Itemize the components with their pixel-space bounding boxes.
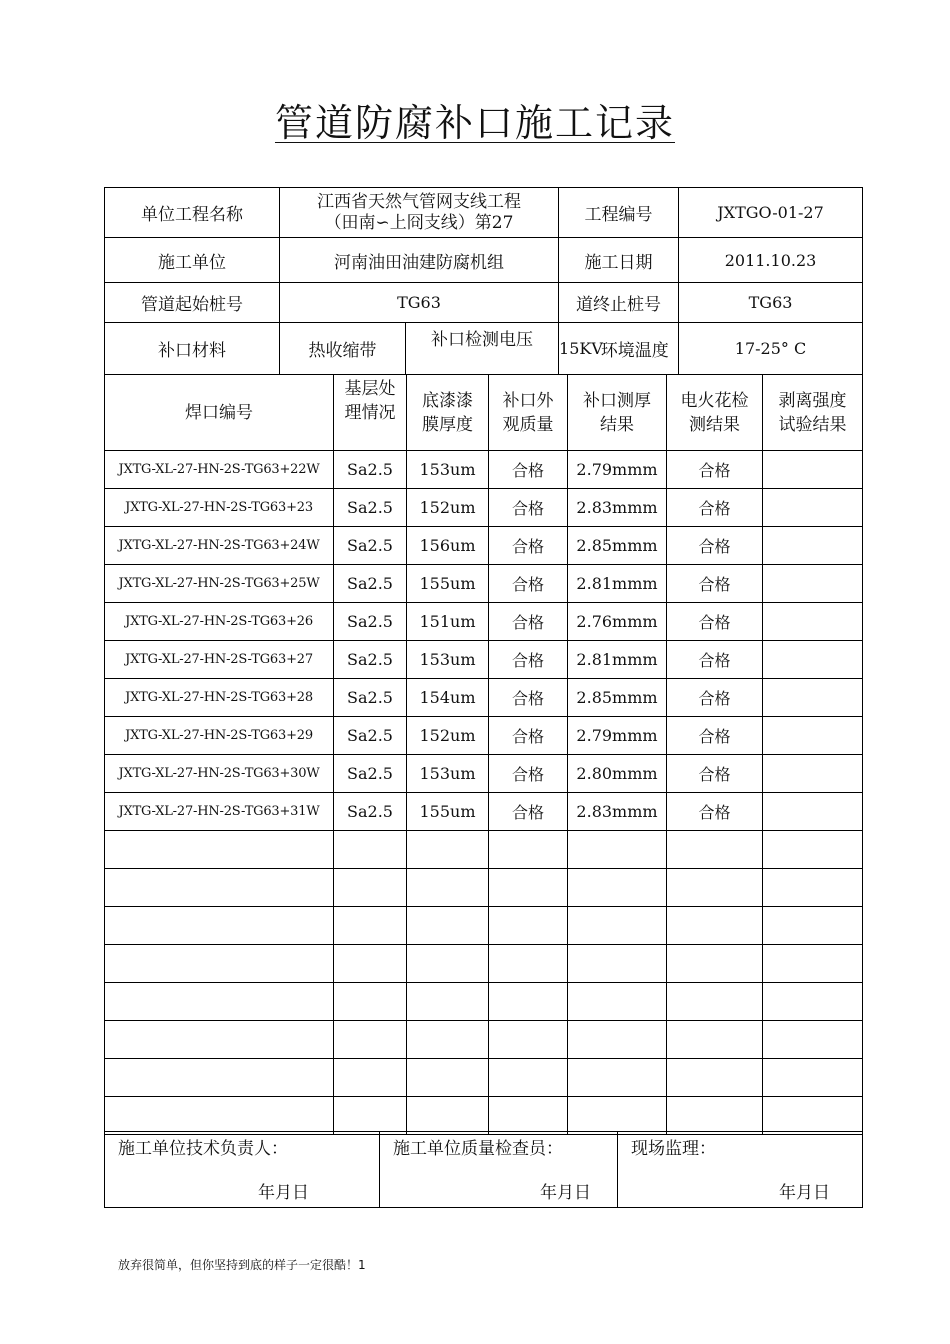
supervisor-cell [618,1132,863,1208]
cell-primer-thickness [407,1021,489,1059]
cell-appearance: 合格 [489,793,568,831]
table-row [105,1097,863,1135]
voltage-label: 补口检测电压 [406,323,559,375]
col-peel-strength-label: 剥离强度 试验结果 [778,390,847,435]
cell-thickness-result: 2.85mmm [568,527,667,565]
cell-appearance: 合格 [489,641,568,679]
cell-primer-thickness [407,907,489,945]
cell-spark-test [667,945,763,983]
col-spark-test-label: 电火花检 测结果 [680,390,749,435]
cell-primer-thickness [407,869,489,907]
col-appearance [489,375,568,451]
cell-thickness-result [568,945,667,983]
cell-base-treatment: Sa2.5 [334,717,407,755]
cell-primer-thickness: 153um [407,641,489,679]
cell-base-treatment [334,945,407,983]
col-peel-strength [763,375,863,451]
cell-primer-thickness [407,983,489,1021]
cell-spark-test: 合格 [667,527,763,565]
footer-text: 放弃很简单，但你坚持到底的样子一定很酷！1 [118,1258,366,1272]
cell-spark-test: 合格 [667,717,763,755]
cell-spark-test: 合格 [667,451,763,489]
material-value: 热收缩带 [280,323,406,375]
cell-thickness-result: 2.81mmm [568,565,667,603]
cell-appearance [489,1097,568,1135]
cell-primer-thickness: 153um [407,451,489,489]
cell-peel-strength [763,1059,863,1097]
cell-peel-strength [763,641,863,679]
cell-thickness-result [568,983,667,1021]
signature-table [104,1131,863,1208]
cell-base-treatment: Sa2.5 [334,641,407,679]
cell-base-treatment: Sa2.5 [334,527,407,565]
cell-peel-strength [763,907,863,945]
cell-spark-test: 合格 [667,793,763,831]
table-row [105,793,863,831]
cell-base-treatment [334,1021,407,1059]
cell-spark-test [667,1021,763,1059]
table-row [105,527,863,565]
supervisor-label: 现场监理： [631,1139,716,1159]
cell-weld-no [105,831,334,869]
cell-appearance: 合格 [489,565,568,603]
col-appearance-label: 补口外 观质量 [502,390,554,435]
cell-primer-thickness: 156um [407,527,489,565]
cell-thickness-result [568,1021,667,1059]
table-row [105,831,863,869]
cell-base-treatment: Sa2.5 [334,489,407,527]
project-no-label: 工程编号 [559,188,679,238]
cell-peel-strength [763,451,863,489]
header-row-project [105,188,863,238]
project-no-value: JXTGO-01-27 [679,188,863,238]
cell-weld-no [105,869,334,907]
cell-spark-test [667,983,763,1021]
cell-spark-test: 合格 [667,489,763,527]
cell-peel-strength [763,717,863,755]
cell-peel-strength [763,603,863,641]
cell-thickness-result: 2.79mmm [568,451,667,489]
cell-weld-no [105,1097,334,1135]
cell-appearance: 合格 [489,451,568,489]
cell-primer-thickness [407,831,489,869]
cell-appearance [489,1059,568,1097]
cell-appearance [489,945,568,983]
cell-weld-no: JXTG-XL-27-HN-2S-TG63+23 [105,489,334,527]
cell-primer-thickness: 153um [407,755,489,793]
cell-weld-no [105,1021,334,1059]
cell-base-treatment: Sa2.5 [334,755,407,793]
cell-base-treatment: Sa2.5 [334,603,407,641]
header-table [104,187,863,375]
quality-inspector-date: 年月日 [540,1183,591,1203]
cell-appearance [489,831,568,869]
table-row [105,869,863,907]
cell-weld-no: JXTG-XL-27-HN-2S-TG63+22W [105,451,334,489]
page-title-wrap [0,92,950,147]
signature-row [105,1132,863,1208]
cell-weld-no: JXTG-XL-27-HN-2S-TG63+24W [105,527,334,565]
construction-unit-label: 施工单位 [105,238,280,283]
cell-thickness-result: 2.83mmm [568,489,667,527]
col-thickness-result [568,375,667,451]
cell-thickness-result [568,1059,667,1097]
quality-inspector-cell [380,1132,618,1208]
cell-primer-thickness [407,1097,489,1135]
unit-project-value-line1: 江西省天然气管网支线工程 [317,191,521,212]
cell-peel-strength [763,1021,863,1059]
cell-weld-no: JXTG-XL-27-HN-2S-TG63+28 [105,679,334,717]
construction-date-value: 2011.10.23 [679,238,863,283]
table-row [105,451,863,489]
cell-primer-thickness: 155um [407,565,489,603]
cell-thickness-result: 2.76mmm [568,603,667,641]
col-base-treatment-label: 基层处 理情况 [344,379,396,423]
cell-base-treatment [334,907,407,945]
col-spark-test [667,375,763,451]
cell-weld-no: JXTG-XL-27-HN-2S-TG63+29 [105,717,334,755]
col-primer-thickness-label: 底漆漆 膜厚度 [422,390,473,435]
cell-peel-strength [763,565,863,603]
cell-base-treatment: Sa2.5 [334,679,407,717]
tech-lead-label: 施工单位技术负责人： [118,1139,288,1159]
cell-base-treatment [334,869,407,907]
tech-lead-date: 年月日 [258,1183,309,1203]
cell-peel-strength [763,983,863,1021]
table-row [105,983,863,1021]
cell-appearance [489,983,568,1021]
cell-primer-thickness: 154um [407,679,489,717]
cell-weld-no [105,1059,334,1097]
header-row-pile [105,283,863,323]
header-row-material [105,323,863,375]
quality-inspector-label: 施工单位质量检查员： [393,1139,563,1159]
cell-base-treatment [334,1097,407,1135]
cell-weld-no: JXTG-XL-27-HN-2S-TG63+30W [105,755,334,793]
cell-thickness-result: 2.83mmm [568,793,667,831]
table-body [105,451,863,1135]
table-row [105,717,863,755]
construction-unit-value: 河南油田油建防腐机组 [280,238,559,283]
col-primer-thickness [407,375,489,451]
cell-base-treatment: Sa2.5 [334,451,407,489]
cell-primer-thickness: 152um [407,489,489,527]
cell-base-treatment: Sa2.5 [334,565,407,603]
cell-spark-test [667,869,763,907]
column-header-row [105,375,863,451]
table-row [105,755,863,793]
header-row-unit [105,238,863,283]
cell-weld-no: JXTG-XL-27-HN-2S-TG63+31W [105,793,334,831]
material-label: 补口材料 [105,323,280,375]
cell-base-treatment [334,831,407,869]
cell-primer-thickness: 152um [407,717,489,755]
cell-spark-test [667,831,763,869]
cell-peel-strength [763,489,863,527]
cell-appearance: 合格 [489,679,568,717]
cell-appearance: 合格 [489,717,568,755]
cell-thickness-result: 2.81mmm [568,641,667,679]
construction-date-label: 施工日期 [559,238,679,283]
unit-project-label: 单位工程名称 [105,188,280,238]
cell-spark-test: 合格 [667,679,763,717]
temp-value: 17-25° C [679,323,863,375]
cell-peel-strength [763,831,863,869]
cell-weld-no [105,983,334,1021]
table-row [105,907,863,945]
start-pile-value: TG63 [280,283,559,323]
cell-thickness-result [568,831,667,869]
tech-lead-cell [105,1132,380,1208]
cell-spark-test [667,1097,763,1135]
cell-peel-strength [763,945,863,983]
cell-weld-no: JXTG-XL-27-HN-2S-TG63+26 [105,603,334,641]
cell-thickness-result [568,1097,667,1135]
cell-peel-strength [763,1097,863,1135]
cell-primer-thickness: 151um [407,603,489,641]
page-title: 管道防腐补口施工记录 [274,101,675,145]
table-row [105,1021,863,1059]
end-pile-value: TG63 [679,283,863,323]
table-row [105,679,863,717]
cell-spark-test: 合格 [667,641,763,679]
col-base-treatment [334,375,407,451]
cell-base-treatment [334,983,407,1021]
table-row [105,603,863,641]
cell-appearance: 合格 [489,603,568,641]
start-pile-label: 管道起始桩号 [105,283,280,323]
cell-base-treatment [334,1059,407,1097]
cell-spark-test [667,1059,763,1097]
voltage-value: 15KV [559,323,592,375]
cell-appearance: 合格 [489,527,568,565]
cell-weld-no [105,945,334,983]
cell-spark-test: 合格 [667,755,763,793]
cell-appearance: 合格 [489,755,568,793]
cell-thickness-result [568,907,667,945]
cell-peel-strength [763,755,863,793]
col-weld-no: 焊口编号 [105,375,334,451]
table-row [105,1059,863,1097]
cell-appearance [489,869,568,907]
cell-primer-thickness [407,1059,489,1097]
cell-appearance [489,907,568,945]
cell-thickness-result: 2.80mmm [568,755,667,793]
cell-weld-no: JXTG-XL-27-HN-2S-TG63+27 [105,641,334,679]
cell-thickness-result: 2.85mmm [568,679,667,717]
cell-primer-thickness: 155um [407,793,489,831]
cell-base-treatment: Sa2.5 [334,793,407,831]
weld-record-table [104,374,863,1135]
cell-weld-no [105,907,334,945]
table-row [105,641,863,679]
cell-spark-test [667,907,763,945]
unit-project-value-line2: （田南∽上冏支线）第27 [324,212,514,233]
cell-appearance: 合格 [489,489,568,527]
cell-peel-strength [763,869,863,907]
cell-peel-strength [763,679,863,717]
cell-primer-thickness [407,945,489,983]
cell-weld-no: JXTG-XL-27-HN-2S-TG63+25W [105,565,334,603]
supervisor-date: 年月日 [779,1183,830,1203]
cell-appearance [489,1021,568,1059]
cell-spark-test: 合格 [667,565,763,603]
cell-spark-test: 合格 [667,603,763,641]
cell-peel-strength [763,527,863,565]
table-row [105,945,863,983]
unit-project-value [280,188,559,238]
table-row [105,489,863,527]
temp-label: 环境温度 [592,323,679,375]
cell-thickness-result: 2.79mmm [568,717,667,755]
end-pile-label: 道终止桩号 [559,283,679,323]
col-thickness-result-label: 补口测厚 结果 [583,390,651,435]
table-row [105,565,863,603]
cell-thickness-result [568,869,667,907]
cell-peel-strength [763,793,863,831]
